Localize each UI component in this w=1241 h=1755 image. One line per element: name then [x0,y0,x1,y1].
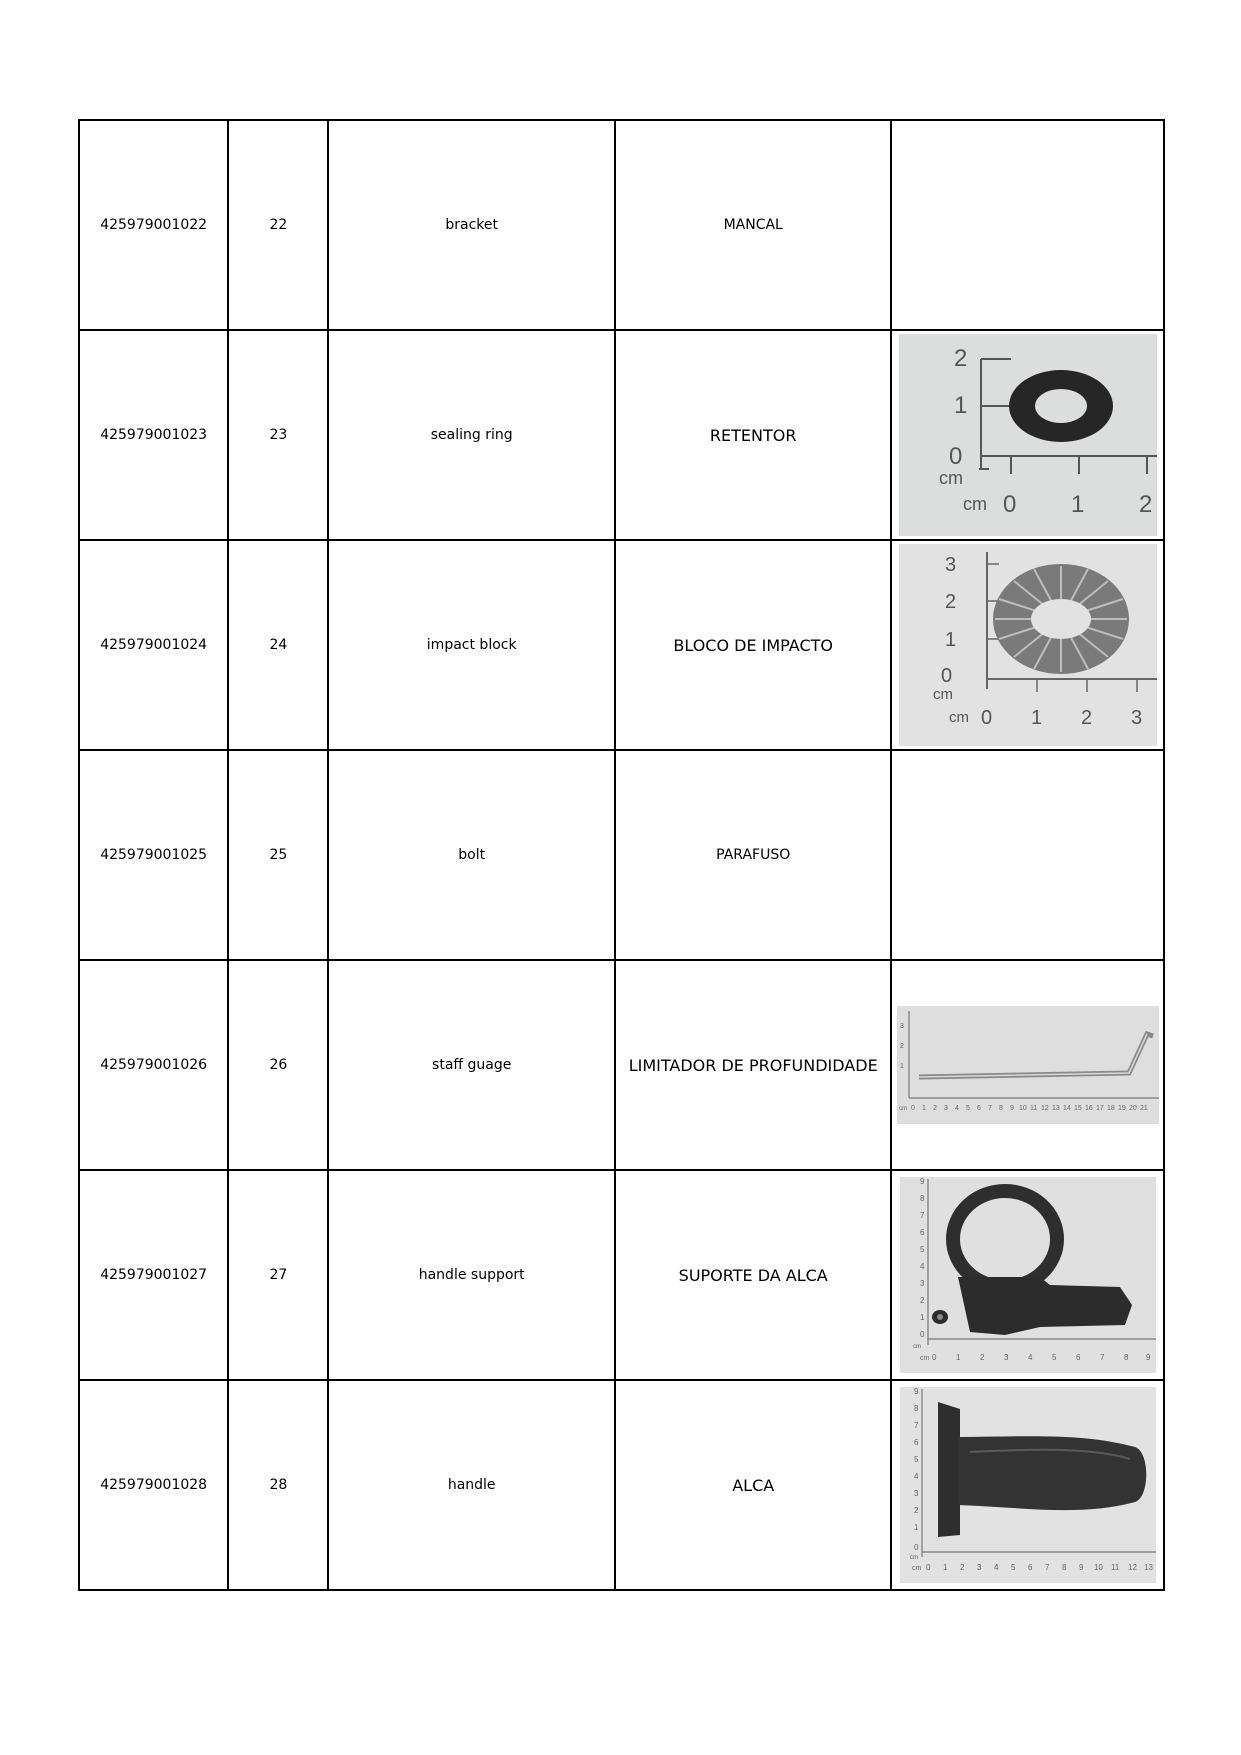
handle-photo [900,1387,1156,1583]
description-en: bracket [328,120,615,330]
scale-x-0: 0 [980,707,992,729]
description-en: sealing ring [328,330,615,540]
scale-x-17: 17 [1095,1105,1104,1112]
scale-y-3: 3 [913,1489,919,1498]
part-image-cell [891,1380,1164,1590]
description-en: impact block [328,540,615,750]
description-en: bolt [328,750,615,960]
scale-unit-x: cm [919,1355,930,1362]
scale-x-3: 3 [943,1105,948,1112]
scale-x-3: 3 [1130,707,1142,729]
scale-x-4: 4 [1027,1353,1033,1362]
staff-gauge-illustration [897,1006,1159,1124]
item-number: 23 [228,330,328,540]
table-row [79,540,1164,750]
scale-x-2: 2 [979,1353,985,1362]
scale-x-0: 0 [1002,491,1017,518]
table-row [79,1170,1164,1380]
scale-x-2: 2 [932,1105,937,1112]
scale-y-6: 6 [913,1438,919,1447]
table-row [79,960,1164,1170]
impact-block-photo [899,544,1157,746]
description-en: staff guage [328,960,615,1170]
scale-x-11: 11 [1110,1563,1120,1572]
scale-x-1: 1 [955,1353,961,1362]
scale-x-1: 1 [942,1563,948,1572]
description-pt-text: ALCA [732,1475,775,1495]
scale-x-16: 16 [1084,1105,1093,1112]
description-en: handle [328,1380,615,1590]
scale-y-5: 5 [913,1455,919,1464]
scale-x-19: 19 [1117,1105,1126,1112]
scale-x-9: 9 [1145,1353,1151,1362]
scale-x-7: 7 [987,1105,992,1112]
scale-y-4: 4 [913,1472,919,1481]
scale-y-8: 8 [919,1194,925,1203]
part-image-cell [891,540,1164,750]
scale-x-12: 12 [1040,1105,1049,1112]
scale-y-9: 9 [913,1387,919,1396]
scale-y-3: 3 [944,554,956,576]
scale-y-1: 1 [953,392,968,419]
sealing-ring-illustration [899,334,1157,536]
scale-x-1: 1 [921,1105,926,1112]
description-pt-text: SUPORTE DA ALCA [678,1265,828,1285]
scale-y-0: 0 [940,665,952,687]
scale-x-1: 1 [1070,491,1085,518]
scale-x-15: 15 [1073,1105,1082,1112]
scale-x-14: 14 [1062,1105,1071,1112]
scale-unit-y: cm [938,468,963,488]
scale-x-2: 2 [1080,707,1092,729]
scale-x-2: 2 [959,1563,965,1572]
part-code: 425979001026 [79,960,228,1170]
description-pt [615,540,892,750]
scale-unit-y: cm [909,1555,918,1561]
scale-x-13: 13 [1051,1105,1060,1112]
description-pt: MANCAL [615,120,892,330]
scale-y-2: 2 [919,1296,925,1305]
scale-x-20: 20 [1128,1105,1137,1112]
scale-x-10: 10 [1018,1105,1027,1112]
item-number: 24 [228,540,328,750]
part-code: 425979001024 [79,540,228,750]
scale-y-8: 8 [913,1404,919,1413]
scale-x-4: 4 [993,1563,999,1572]
scale-x-0: 0 [925,1563,931,1572]
scale-y-3: 3 [899,1023,904,1030]
scale-y-7: 7 [913,1421,919,1430]
description-pt-text: BLOCO DE IMPACTO [673,635,834,655]
scale-y-1: 1 [944,629,956,651]
scale-x-8: 8 [1061,1563,1067,1572]
scale-x-0: 0 [910,1105,915,1112]
scale-y-1: 1 [899,1063,904,1070]
scale-x-8: 8 [1123,1353,1129,1362]
scale-x-1: 1 [1030,707,1042,729]
scale-x-6: 6 [1027,1563,1033,1572]
sealing-ring-photo [899,334,1157,536]
scale-x-10: 10 [1093,1563,1103,1572]
scale-x-6: 6 [1075,1353,1081,1362]
description-pt-text: RETENTOR [709,425,797,445]
part-code: 425979001023 [79,330,228,540]
part-image-cell-empty [891,750,1164,960]
scale-y-7: 7 [919,1211,925,1220]
scale-x-9: 9 [1009,1105,1014,1112]
scale-x-18: 18 [1106,1105,1115,1112]
scale-y-2: 2 [913,1506,919,1515]
impact-block-illustration [899,544,1157,746]
parts-table [78,119,1165,1591]
scale-x-5: 5 [1051,1353,1057,1362]
scale-y-2: 2 [899,1043,904,1050]
scale-y-9: 9 [919,1177,925,1186]
handle-illustration [900,1387,1156,1583]
scale-x-0: 0 [931,1353,937,1362]
scale-x-7: 7 [1099,1353,1105,1362]
scale-y-5: 5 [919,1245,925,1254]
scale-x-3: 3 [976,1563,982,1572]
part-code: 425979001025 [79,750,228,960]
handle-support-photo [900,1177,1156,1373]
scale-x-7: 7 [1044,1563,1050,1572]
scale-y-0: 0 [948,443,963,470]
scale-x-6: 6 [976,1105,981,1112]
scale-y-0: 0 [913,1543,919,1552]
scale-x-13: 13 [1143,1563,1153,1572]
part-image-cell [891,960,1164,1170]
scale-x-9: 9 [1078,1563,1084,1572]
scale-x-12: 12 [1127,1563,1137,1572]
handle-support-illustration [900,1177,1156,1373]
description-pt: PARAFUSO [615,750,892,960]
item-number: 27 [228,1170,328,1380]
item-number: 25 [228,750,328,960]
description-pt [615,1170,892,1380]
part-image-cell [891,330,1164,540]
item-number: 26 [228,960,328,1170]
scale-x-11: 11 [1029,1105,1037,1112]
part-image-cell [891,1170,1164,1380]
description-pt-text: LIMITADOR DE PROFUNDIDADE [628,1055,878,1075]
scale-y-1: 1 [913,1523,919,1532]
scale-unit-x: cm [898,1106,907,1112]
scale-x-5: 5 [1010,1563,1016,1572]
scale-unit-y: cm [932,686,953,703]
scale-x-4: 4 [954,1105,959,1112]
part-code: 425979001027 [79,1170,228,1380]
description-pt [615,1380,892,1590]
scale-x-2: 2 [1138,491,1153,518]
scale-x-21: 21 [1139,1105,1148,1112]
description-pt [615,960,892,1170]
scale-unit-x: cm [962,494,987,514]
scale-y-2: 2 [953,345,968,372]
part-image-cell-empty [891,120,1164,330]
description-pt [615,330,892,540]
scale-y-1: 1 [919,1313,925,1322]
scale-y-0: 0 [919,1330,925,1339]
part-code: 425979001028 [79,1380,228,1590]
scale-y-2: 2 [944,591,956,613]
item-number: 28 [228,1380,328,1590]
scale-x-5: 5 [965,1105,970,1112]
scale-y-3: 3 [919,1279,925,1288]
part-code: 425979001022 [79,120,228,330]
table-row [79,330,1164,540]
item-number: 22 [228,120,328,330]
scale-x-8: 8 [998,1105,1003,1112]
scale-y-6: 6 [919,1228,925,1237]
staff-gauge-photo [897,1006,1159,1124]
table-row [79,750,1164,960]
table-row [79,120,1164,330]
description-en: handle support [328,1170,615,1380]
scale-y-4: 4 [919,1262,925,1271]
scale-unit-x: cm [948,709,969,726]
scale-unit-y: cm [912,1344,921,1350]
scale-unit-x: cm [911,1565,922,1572]
scale-x-3: 3 [1003,1353,1009,1362]
table-row [79,1380,1164,1590]
